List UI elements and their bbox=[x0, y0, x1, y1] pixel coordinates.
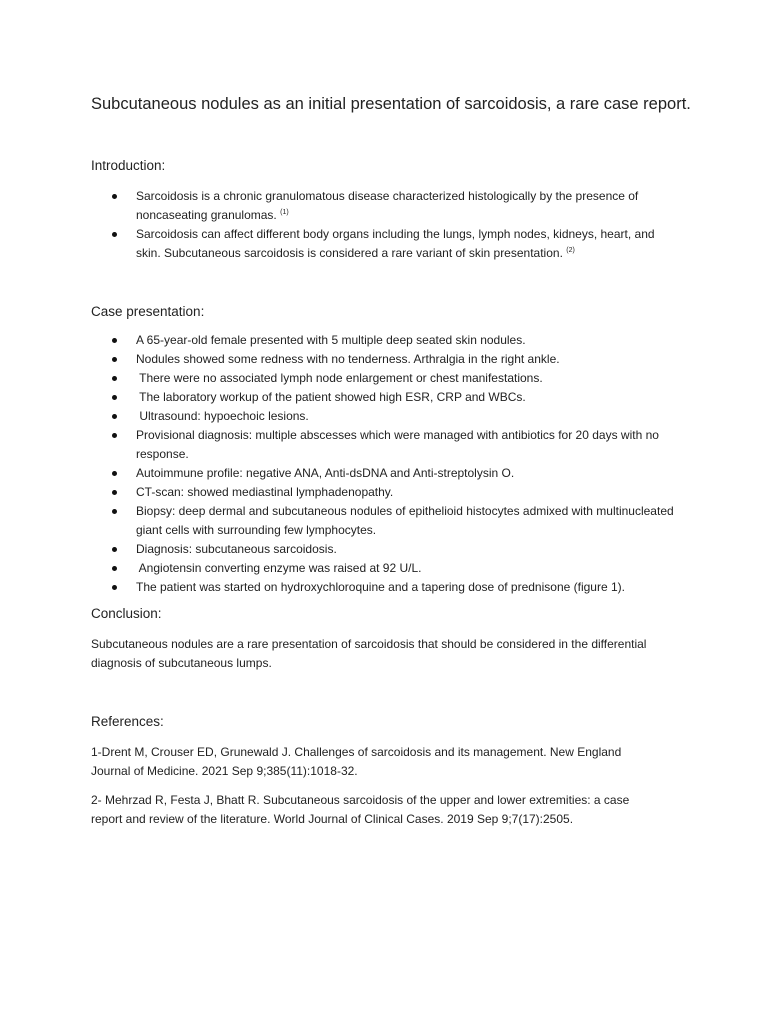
reference-item: 2- Mehrzad R, Festa J, Bhatt R. Subcutaneous sarcoidosis of the upper and lower extremities: a case report and review of the literature. World Journal of Clinical Cases. 2019 Sep 9;7(17):2505. bbox=[91, 793, 630, 826]
bullet-icon bbox=[112, 490, 117, 495]
list-item bbox=[0, 350, 676, 369]
list-item bbox=[0, 187, 768, 225]
case-presentation-list bbox=[0, 331, 768, 597]
bullet-icon bbox=[112, 433, 117, 438]
case-item-text: CT-scan: showed mediastinal lymphadenopathy. bbox=[136, 485, 394, 499]
case-item-text: Provisional diagnosis: multiple abscesses which were managed with antibiotics for 20 days with no response. bbox=[136, 428, 659, 461]
conclusion-heading: Conclusion: bbox=[91, 606, 162, 621]
list-item bbox=[0, 407, 676, 426]
case-item-text: Nodules showed some redness with no tenderness. Arthralgia in the right ankle. bbox=[136, 352, 560, 366]
bullet-icon bbox=[112, 194, 117, 199]
case-item-text: The laboratory workup of the patient showed high ESR, CRP and WBCs. bbox=[136, 390, 526, 404]
list-item bbox=[0, 502, 768, 540]
bullet-icon bbox=[112, 414, 117, 419]
case-presentation-heading: Case presentation: bbox=[91, 304, 205, 319]
bullet-icon bbox=[112, 471, 117, 476]
list-item bbox=[0, 540, 676, 559]
bullet-icon bbox=[112, 357, 117, 362]
citation-marker: (1) bbox=[280, 209, 289, 216]
document-title: Subcutaneous nodules as an initial presentation of sarcoidosis, a rare case report. bbox=[91, 95, 691, 113]
bullet-icon bbox=[112, 509, 117, 514]
bullet-icon bbox=[112, 395, 117, 400]
introduction-item-text: Sarcoidosis is a chronic granulomatous disease characterized histologically by the presence of noncaseating granulomas. bbox=[136, 189, 639, 222]
list-item bbox=[0, 388, 676, 407]
list-item bbox=[0, 331, 676, 350]
bullet-icon bbox=[112, 232, 117, 237]
bullet-icon bbox=[112, 376, 117, 381]
case-item-text: A 65-year-old female presented with 5 multiple deep seated skin nodules. bbox=[136, 333, 526, 347]
citation-marker: (2) bbox=[566, 247, 575, 254]
introduction-list bbox=[0, 187, 768, 263]
case-item-text: Ultrasound: hypoechoic lesions. bbox=[136, 409, 309, 423]
bullet-icon bbox=[112, 585, 117, 590]
bullet-icon bbox=[112, 547, 117, 552]
case-item-text: Autoimmune profile: negative ANA, Anti-dsDNA and Anti-streptolysin O. bbox=[136, 466, 515, 480]
references-heading: References: bbox=[91, 714, 164, 729]
list-item bbox=[0, 483, 676, 502]
list-item bbox=[0, 464, 676, 483]
case-item-text: Angiotensin converting enzyme was raised at 92 U/L. bbox=[136, 561, 422, 575]
case-item-text: Biopsy: deep dermal and subcutaneous nodules of epithelioid histocytes admixed with multinucleated giant cells with surrounding few lymphocytes. bbox=[136, 504, 674, 537]
introduction-heading: Introduction: bbox=[91, 158, 166, 173]
list-item bbox=[0, 578, 676, 597]
bullet-icon bbox=[112, 338, 117, 343]
list-item bbox=[0, 559, 676, 578]
list-item bbox=[0, 225, 768, 263]
conclusion-text: Subcutaneous nodules are a rare presentation of sarcoidosis that should be considered in the differential diagnosis of subcutaneous lumps. bbox=[91, 637, 647, 670]
reference-item: 1-Drent M, Crouser ED, Grunewald J. Challenges of sarcoidosis and its management. New England Journal of Medicine. 2021 Sep 9;385(11):1018-32. bbox=[91, 745, 622, 778]
case-item-text: Diagnosis: subcutaneous sarcoidosis. bbox=[136, 542, 337, 556]
introduction-item-text: Sarcoidosis can affect different body organs including the lungs, lymph nodes, kidneys, heart, and skin. Subcutaneous sarcoidosis is considered a rare variant of skin presentation. bbox=[136, 227, 655, 260]
case-item-text: There were no associated lymph node enlargement or chest manifestations. bbox=[136, 371, 543, 385]
list-item bbox=[0, 369, 676, 388]
case-item-text: The patient was started on hydroxychloroquine and a tapering dose of prednisone (figure 1). bbox=[136, 580, 625, 594]
bullet-icon bbox=[112, 566, 117, 571]
list-item bbox=[0, 426, 676, 464]
